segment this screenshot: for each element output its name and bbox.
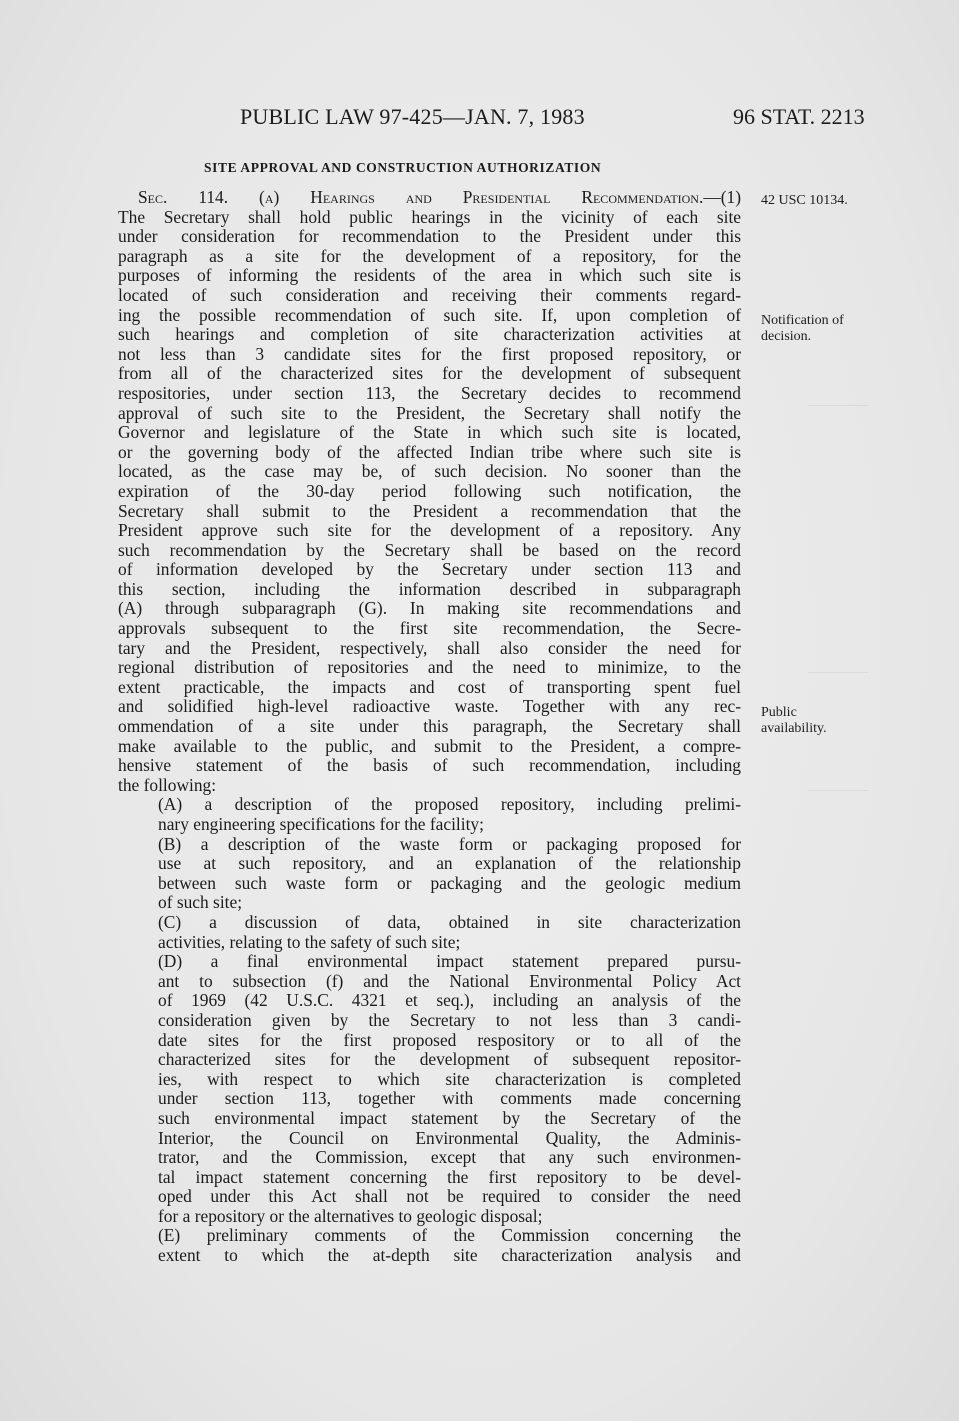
text-line: regional distribution of repositories and the need to minimize, to the	[118, 657, 741, 678]
text-line: Interior, the Council on Environmental Quality, the Adminis-	[158, 1127, 741, 1148]
text-line: such recommendation by the Secretary shall be based on the record	[118, 539, 741, 560]
margin-note-citation	[761, 193, 848, 209]
text-line: paragraph as a site for the development of a repository, for the	[118, 245, 741, 266]
subparagraph	[118, 913, 741, 952]
text-line: activities, relating to the safety of such site;	[158, 931, 461, 952]
text-line: Governor and legislature of the State in which such site is located,	[118, 422, 741, 443]
section-prefix: Sec. 114. (a)	[138, 187, 311, 207]
text-line: characterized sites for the development of subsequent repositor-	[158, 1049, 741, 1070]
text-line: use at such repository, and an explanation of the relationship	[158, 853, 741, 874]
text-line: not less than 3 candidate sites for the first proposed repository, or	[118, 343, 741, 364]
text-line: trator, and the Commission, except that any such environmen-	[158, 1147, 741, 1168]
text-line: ing the possible recommendation of such site. If, upon completion of	[118, 304, 741, 325]
text-line: (C) a discussion of data, obtained in site characterization	[158, 911, 741, 932]
citation-text: 42 USC 10134.	[761, 193, 848, 208]
text-line: for a repository or the alternatives to geologic disposal;	[158, 1205, 543, 1226]
subparagraph-list	[118, 795, 741, 1265]
running-header-title: PUBLIC LAW 97-425—JAN. 7, 1983	[240, 104, 585, 129]
text-line: between such waste form or packaging and the geologic medium	[158, 872, 741, 893]
text-line: respositories, under section 113, the Secretary decides to recommend	[118, 382, 741, 403]
text-line: from all of the characterized sites for the development of subsequent	[118, 363, 741, 384]
text-line: purposes of informing the residents of the area in which such site is	[118, 265, 741, 286]
text-line: approvals subsequent to the first site recommendation, the Secre-	[118, 618, 741, 639]
text-line: such environmental impact statement by the Secretary of the	[158, 1107, 741, 1128]
subparagraph	[118, 952, 741, 1226]
section-heading: SITE APPROVAL AND CONSTRUCTION AUTHORIZATION	[204, 160, 602, 175]
text-line: make available to the public, and submit to the President, a compre-	[118, 735, 741, 756]
running-header-stat: 96 STAT. 2213	[733, 104, 865, 129]
text-line: date sites for the first proposed respository or to all of the	[158, 1029, 741, 1050]
body-text	[118, 188, 741, 1266]
text-line: located, as the case may be, of such decision. No sooner than the	[118, 461, 741, 482]
section-opening-line	[118, 188, 741, 208]
section-suffix: —(1)	[703, 187, 741, 207]
margin-note-public	[761, 705, 827, 737]
margin-note-line: decision.	[761, 329, 812, 344]
text-line: The Secretary shall hold public hearings in the vicinity of each site	[118, 206, 741, 227]
text-line: tary and the President, respectively, shall also consider the need for	[118, 637, 741, 658]
text-line: such hearings and completion of site characterization activities at	[118, 324, 741, 345]
text-line: this section, including the information described in subparagraph	[118, 578, 741, 599]
text-line: of information developed by the Secretary under section 113 and	[118, 559, 741, 580]
bleed-through-mark	[808, 672, 868, 703]
bleed-through-mark	[808, 790, 868, 821]
text-line: (D) a final environmental impact statement prepared pursu-	[158, 951, 741, 972]
margin-note-line: availability.	[761, 721, 827, 736]
text-line: consideration given by the Secretary to not less than 3 candi-	[158, 1009, 741, 1030]
text-line: of such site;	[158, 892, 243, 913]
text-line: oped under this Act shall not be required to consider the need	[158, 1186, 741, 1207]
text-line: under section 113, together with comments made concerning	[158, 1088, 741, 1109]
section-subheading: Hearings and Presidential Recommendation.	[310, 187, 704, 207]
text-line: (A) a description of the proposed repository, including prelimi-	[158, 794, 741, 815]
text-line: expiration of the 30-day period following such notification, the	[118, 480, 741, 501]
text-line: of 1969 (42 U.S.C. 4321 et seq.), including an analysis of the	[158, 990, 741, 1011]
text-line: approval of such site to the President, the Secretary shall notify the	[118, 402, 741, 423]
margin-note-line: Public	[761, 705, 797, 720]
text-line: hensive statement of the basis of such recommendation, including	[118, 755, 741, 776]
text-line: ant to subsection (f) and the National Environmental Policy Act	[158, 970, 741, 991]
text-line: extent practicable, the impacts and cost of transporting spent fuel	[118, 676, 741, 697]
text-line: (A) through subparagraph (G). In making site recommendations and	[118, 598, 741, 619]
text-line: (E) preliminary comments of the Commission concerning the	[158, 1225, 741, 1246]
margin-note-notification	[761, 313, 844, 345]
text-line: extent to which the at-depth site characterization analysis and	[158, 1245, 741, 1266]
text-line: (B) a description of the waste form or packaging proposed for	[158, 833, 741, 854]
text-line: or the governing body of the affected Indian tribe where such site is	[118, 441, 741, 462]
paragraph-last-line: the following:	[118, 774, 217, 795]
subparagraph	[118, 795, 741, 834]
subparagraph	[118, 1226, 741, 1265]
paragraph-1	[118, 208, 741, 776]
text-line: and solidified high-level radioactive waste. Together with any rec-	[118, 696, 741, 717]
text-line: under consideration for recommendation to the President under this	[118, 226, 741, 247]
margin-note-line: Notification of	[761, 313, 844, 328]
bleed-through-mark	[808, 405, 868, 436]
text-line: located of such consideration and receiving their comments regard-	[118, 284, 741, 305]
subparagraph	[118, 835, 741, 913]
text-line: ommendation of a site under this paragraph, the Secretary shall	[118, 716, 741, 737]
text-line: President approve such site for the development of a repository. Any	[118, 520, 741, 541]
text-line: ies, with respect to which site characterization is completed	[158, 1068, 741, 1089]
text-line: tal impact statement concerning the first repository to be devel-	[158, 1166, 741, 1187]
text-line: nary engineering specifications for the facility;	[158, 814, 484, 834]
text-line: Secretary shall submit to the President a recommendation that the	[118, 500, 741, 521]
